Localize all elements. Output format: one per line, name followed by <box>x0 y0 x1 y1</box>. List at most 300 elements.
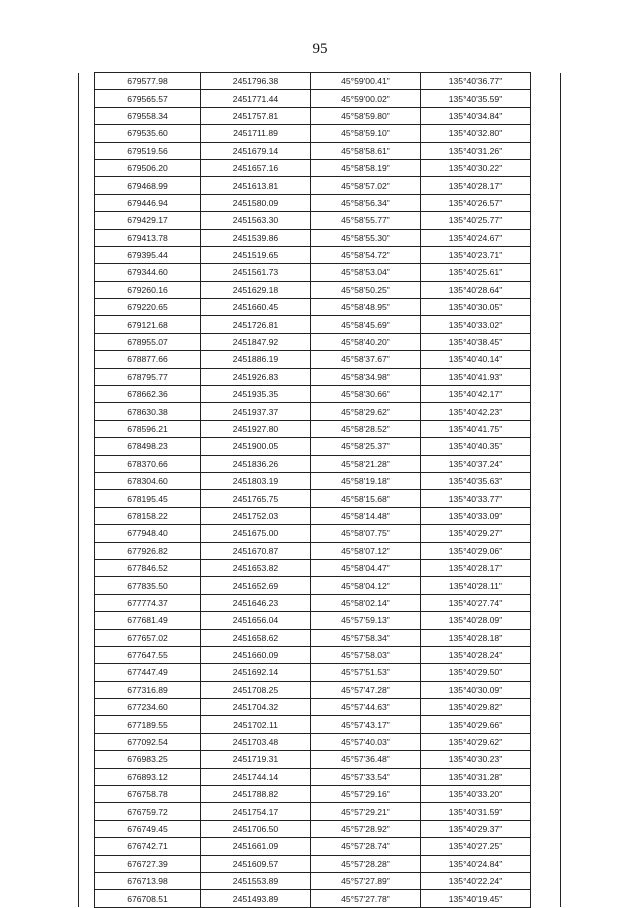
right-margin-cell <box>531 386 561 403</box>
x-coordinate-cell: 678158.22 <box>95 507 201 524</box>
longitude-cell: 135°40'34.84" <box>421 107 531 124</box>
table-row <box>79 699 561 716</box>
x-coordinate-cell: 679344.60 <box>95 264 201 281</box>
y-coordinate-cell: 2451553.89 <box>201 872 311 889</box>
y-coordinate-cell: 2451796.38 <box>201 73 311 90</box>
latitude-cell: 45°57'29.16" <box>311 786 421 803</box>
left-margin-cell <box>79 507 95 524</box>
longitude-cell: 135°40'41.93" <box>421 368 531 385</box>
latitude-cell: 45°58'29.62" <box>311 403 421 420</box>
table-row <box>79 368 561 385</box>
latitude-cell: 45°58'37.67" <box>311 351 421 368</box>
longitude-cell: 135°40'30.22" <box>421 159 531 176</box>
right-margin-cell <box>531 751 561 768</box>
x-coordinate-cell: 677234.60 <box>95 699 201 716</box>
y-coordinate-cell: 2451926.83 <box>201 368 311 385</box>
y-coordinate-cell: 2451670.87 <box>201 542 311 559</box>
latitude-cell: 45°57'47.28" <box>311 681 421 698</box>
left-margin-cell <box>79 403 95 420</box>
x-coordinate-cell: 679121.68 <box>95 316 201 333</box>
left-margin-cell <box>79 316 95 333</box>
x-coordinate-cell: 679558.34 <box>95 107 201 124</box>
y-coordinate-cell: 2451847.92 <box>201 333 311 350</box>
latitude-cell: 45°58'58.61" <box>311 142 421 159</box>
right-margin-cell <box>531 368 561 385</box>
latitude-cell: 45°59'00.41" <box>311 73 421 90</box>
latitude-cell: 45°58'14.48" <box>311 507 421 524</box>
latitude-cell: 45°58'53.04" <box>311 264 421 281</box>
y-coordinate-cell: 2451702.11 <box>201 716 311 733</box>
table-row <box>79 507 561 524</box>
table-row <box>79 629 561 646</box>
table-row <box>79 664 561 681</box>
table-row <box>79 194 561 211</box>
latitude-cell: 45°57'43.17" <box>311 716 421 733</box>
y-coordinate-cell: 2451937.37 <box>201 403 311 420</box>
table-row <box>79 420 561 437</box>
longitude-cell: 135°40'37.24" <box>421 455 531 472</box>
longitude-cell: 135°40'27.25" <box>421 838 531 855</box>
left-margin-cell <box>79 490 95 507</box>
latitude-cell: 45°58'19.18" <box>311 472 421 489</box>
right-margin-cell <box>531 351 561 368</box>
right-margin-cell <box>531 699 561 716</box>
right-margin-cell <box>531 107 561 124</box>
y-coordinate-cell: 2451652.69 <box>201 577 311 594</box>
table-row <box>79 525 561 542</box>
latitude-cell: 45°58'07.75" <box>311 525 421 542</box>
longitude-cell: 135°40'42.17" <box>421 386 531 403</box>
right-margin-cell <box>531 716 561 733</box>
longitude-cell: 135°40'29.50" <box>421 664 531 681</box>
longitude-cell: 135°40'29.06" <box>421 542 531 559</box>
table-row <box>79 438 561 455</box>
longitude-cell: 135°40'30.05" <box>421 299 531 316</box>
table-row <box>79 73 561 90</box>
right-margin-cell <box>531 872 561 889</box>
longitude-cell: 135°40'28.17" <box>421 177 531 194</box>
y-coordinate-cell: 2451660.45 <box>201 299 311 316</box>
x-coordinate-cell: 679577.98 <box>95 73 201 90</box>
y-coordinate-cell: 2451935.35 <box>201 386 311 403</box>
latitude-cell: 45°57'51.53" <box>311 664 421 681</box>
left-margin-cell <box>79 159 95 176</box>
y-coordinate-cell: 2451765.75 <box>201 490 311 507</box>
latitude-cell: 45°58'54.72" <box>311 246 421 263</box>
left-margin-cell <box>79 733 95 750</box>
x-coordinate-cell: 676713.98 <box>95 872 201 889</box>
longitude-cell: 135°40'35.63" <box>421 472 531 489</box>
left-margin-cell <box>79 699 95 716</box>
latitude-cell: 45°57'58.03" <box>311 646 421 663</box>
latitude-cell: 45°58'21.28" <box>311 455 421 472</box>
x-coordinate-cell: 676749.45 <box>95 820 201 837</box>
x-coordinate-cell: 678662.36 <box>95 386 201 403</box>
latitude-cell: 45°57'44.63" <box>311 699 421 716</box>
latitude-cell: 45°58'04.12" <box>311 577 421 594</box>
latitude-cell: 45°58'56.34" <box>311 194 421 211</box>
left-margin-cell <box>79 872 95 889</box>
left-margin-cell <box>79 472 95 489</box>
x-coordinate-cell: 678304.60 <box>95 472 201 489</box>
latitude-cell: 45°58'34.98" <box>311 368 421 385</box>
y-coordinate-cell: 2451708.25 <box>201 681 311 698</box>
right-margin-cell <box>531 803 561 820</box>
table-row <box>79 559 561 576</box>
longitude-cell: 135°40'33.20" <box>421 786 531 803</box>
table-row <box>79 299 561 316</box>
left-margin-cell <box>79 333 95 350</box>
left-margin-cell <box>79 351 95 368</box>
y-coordinate-cell: 2451658.62 <box>201 629 311 646</box>
longitude-cell: 135°40'24.84" <box>421 855 531 872</box>
latitude-cell: 45°58'15.68" <box>311 490 421 507</box>
right-margin-cell <box>531 507 561 524</box>
right-margin-cell <box>531 246 561 263</box>
x-coordinate-cell: 677092.54 <box>95 733 201 750</box>
table-row <box>79 386 561 403</box>
longitude-cell: 135°40'31.28" <box>421 768 531 785</box>
y-coordinate-cell: 2451493.89 <box>201 890 311 907</box>
longitude-cell: 135°40'41.75" <box>421 420 531 437</box>
x-coordinate-cell: 679260.16 <box>95 281 201 298</box>
y-coordinate-cell: 2451580.09 <box>201 194 311 211</box>
latitude-cell: 45°57'58.34" <box>311 629 421 646</box>
x-coordinate-cell: 677948.40 <box>95 525 201 542</box>
left-margin-cell <box>79 125 95 142</box>
table-row <box>79 681 561 698</box>
latitude-cell: 45°58'57.02" <box>311 177 421 194</box>
table-row <box>79 229 561 246</box>
y-coordinate-cell: 2451661.09 <box>201 838 311 855</box>
x-coordinate-cell: 679429.17 <box>95 212 201 229</box>
longitude-cell: 135°40'29.37" <box>421 820 531 837</box>
y-coordinate-cell: 2451726.81 <box>201 316 311 333</box>
y-coordinate-cell: 2451803.19 <box>201 472 311 489</box>
x-coordinate-cell: 677447.49 <box>95 664 201 681</box>
latitude-cell: 45°58'30.66" <box>311 386 421 403</box>
x-coordinate-cell: 679519.56 <box>95 142 201 159</box>
table-row <box>79 872 561 889</box>
x-coordinate-cell: 678630.38 <box>95 403 201 420</box>
right-margin-cell <box>531 525 561 542</box>
longitude-cell: 135°40'25.61" <box>421 264 531 281</box>
table-row <box>79 594 561 611</box>
table-row <box>79 246 561 263</box>
right-margin-cell <box>531 125 561 142</box>
table-row <box>79 751 561 768</box>
longitude-cell: 135°40'26.57" <box>421 194 531 211</box>
right-margin-cell <box>531 733 561 750</box>
right-margin-cell <box>531 855 561 872</box>
y-coordinate-cell: 2451757.81 <box>201 107 311 124</box>
longitude-cell: 135°40'29.62" <box>421 733 531 750</box>
coordinates-table-body <box>79 73 561 908</box>
y-coordinate-cell: 2451703.48 <box>201 733 311 750</box>
left-margin-cell <box>79 281 95 298</box>
x-coordinate-cell: 679565.57 <box>95 90 201 107</box>
table-row <box>79 716 561 733</box>
table-row <box>79 472 561 489</box>
table-row <box>79 612 561 629</box>
latitude-cell: 45°57'40.03" <box>311 733 421 750</box>
left-margin-cell <box>79 768 95 785</box>
y-coordinate-cell: 2451692.14 <box>201 664 311 681</box>
table-row <box>79 90 561 107</box>
longitude-cell: 135°40'35.59" <box>421 90 531 107</box>
longitude-cell: 135°40'22.24" <box>421 872 531 889</box>
x-coordinate-cell: 676983.25 <box>95 751 201 768</box>
right-margin-cell <box>531 229 561 246</box>
x-coordinate-cell: 678370.66 <box>95 455 201 472</box>
left-margin-cell <box>79 107 95 124</box>
y-coordinate-cell: 2451656.04 <box>201 612 311 629</box>
right-margin-cell <box>531 212 561 229</box>
latitude-cell: 45°58'59.10" <box>311 125 421 142</box>
latitude-cell: 45°57'28.74" <box>311 838 421 855</box>
longitude-cell: 135°40'32.80" <box>421 125 531 142</box>
longitude-cell: 135°40'33.09" <box>421 507 531 524</box>
right-margin-cell <box>531 316 561 333</box>
longitude-cell: 135°40'28.11" <box>421 577 531 594</box>
y-coordinate-cell: 2451886.19 <box>201 351 311 368</box>
x-coordinate-cell: 679506.20 <box>95 159 201 176</box>
x-coordinate-cell: 676758.78 <box>95 786 201 803</box>
right-margin-cell <box>531 786 561 803</box>
table-row <box>79 733 561 750</box>
left-margin-cell <box>79 786 95 803</box>
left-margin-cell <box>79 594 95 611</box>
right-margin-cell <box>531 612 561 629</box>
y-coordinate-cell: 2451563.30 <box>201 212 311 229</box>
latitude-cell: 45°57'27.78" <box>311 890 421 907</box>
latitude-cell: 45°58'40.20" <box>311 333 421 350</box>
left-margin-cell <box>79 716 95 733</box>
latitude-cell: 45°58'45.69" <box>311 316 421 333</box>
table-row <box>79 786 561 803</box>
table-row <box>79 264 561 281</box>
longitude-cell: 135°40'29.82" <box>421 699 531 716</box>
table-row <box>79 351 561 368</box>
x-coordinate-cell: 678795.77 <box>95 368 201 385</box>
table-row <box>79 577 561 594</box>
table-row <box>79 177 561 194</box>
left-margin-cell <box>79 438 95 455</box>
y-coordinate-cell: 2451660.09 <box>201 646 311 663</box>
left-margin-cell <box>79 194 95 211</box>
table-row <box>79 125 561 142</box>
latitude-cell: 45°58'50.25" <box>311 281 421 298</box>
y-coordinate-cell: 2451613.81 <box>201 177 311 194</box>
longitude-cell: 135°40'28.18" <box>421 629 531 646</box>
x-coordinate-cell: 677316.89 <box>95 681 201 698</box>
longitude-cell: 135°40'30.23" <box>421 751 531 768</box>
table-row <box>79 403 561 420</box>
table-row <box>79 281 561 298</box>
coordinates-table <box>78 72 561 908</box>
left-margin-cell <box>79 90 95 107</box>
x-coordinate-cell: 676708.51 <box>95 890 201 907</box>
right-margin-cell <box>531 681 561 698</box>
longitude-cell: 135°40'23.71" <box>421 246 531 263</box>
y-coordinate-cell: 2451754.17 <box>201 803 311 820</box>
longitude-cell: 135°40'29.27" <box>421 525 531 542</box>
x-coordinate-cell: 679413.78 <box>95 229 201 246</box>
table-row <box>79 490 561 507</box>
right-margin-cell <box>531 768 561 785</box>
longitude-cell: 135°40'31.26" <box>421 142 531 159</box>
right-margin-cell <box>531 594 561 611</box>
table-row <box>79 316 561 333</box>
left-margin-cell <box>79 820 95 837</box>
longitude-cell: 135°40'30.09" <box>421 681 531 698</box>
right-margin-cell <box>531 472 561 489</box>
right-margin-cell <box>531 646 561 663</box>
right-margin-cell <box>531 299 561 316</box>
longitude-cell: 135°40'25.77" <box>421 212 531 229</box>
latitude-cell: 45°58'25.37" <box>311 438 421 455</box>
table-row <box>79 333 561 350</box>
longitude-cell: 135°40'27.74" <box>421 594 531 611</box>
left-margin-cell <box>79 681 95 698</box>
x-coordinate-cell: 676759.72 <box>95 803 201 820</box>
left-margin-cell <box>79 629 95 646</box>
y-coordinate-cell: 2451561.73 <box>201 264 311 281</box>
longitude-cell: 135°40'28.24" <box>421 646 531 663</box>
y-coordinate-cell: 2451719.31 <box>201 751 311 768</box>
latitude-cell: 45°58'28.52" <box>311 420 421 437</box>
longitude-cell: 135°40'42.23" <box>421 403 531 420</box>
x-coordinate-cell: 676742.71 <box>95 838 201 855</box>
latitude-cell: 45°57'29.21" <box>311 803 421 820</box>
y-coordinate-cell: 2451927.80 <box>201 420 311 437</box>
y-coordinate-cell: 2451653.82 <box>201 559 311 576</box>
right-margin-cell <box>531 664 561 681</box>
left-margin-cell <box>79 455 95 472</box>
longitude-cell: 135°40'19.45" <box>421 890 531 907</box>
left-margin-cell <box>79 646 95 663</box>
y-coordinate-cell: 2451771.44 <box>201 90 311 107</box>
right-margin-cell <box>531 455 561 472</box>
latitude-cell: 45°57'28.28" <box>311 855 421 872</box>
y-coordinate-cell: 2451706.50 <box>201 820 311 837</box>
latitude-cell: 45°57'36.48" <box>311 751 421 768</box>
x-coordinate-cell: 676893.12 <box>95 768 201 785</box>
right-margin-cell <box>531 281 561 298</box>
table-row <box>79 455 561 472</box>
x-coordinate-cell: 677926.82 <box>95 542 201 559</box>
x-coordinate-cell: 677774.37 <box>95 594 201 611</box>
y-coordinate-cell: 2451788.82 <box>201 786 311 803</box>
x-coordinate-cell: 677846.52 <box>95 559 201 576</box>
x-coordinate-cell: 679535.60 <box>95 125 201 142</box>
right-margin-cell <box>531 333 561 350</box>
left-margin-cell <box>79 855 95 872</box>
longitude-cell: 135°40'36.77" <box>421 73 531 90</box>
latitude-cell: 45°58'04.47" <box>311 559 421 576</box>
right-margin-cell <box>531 142 561 159</box>
x-coordinate-cell: 679468.99 <box>95 177 201 194</box>
table-row <box>79 212 561 229</box>
right-margin-cell <box>531 194 561 211</box>
left-margin-cell <box>79 420 95 437</box>
longitude-cell: 135°40'24.67" <box>421 229 531 246</box>
right-margin-cell <box>531 577 561 594</box>
table-row <box>79 768 561 785</box>
longitude-cell: 135°40'33.77" <box>421 490 531 507</box>
right-margin-cell <box>531 820 561 837</box>
x-coordinate-cell: 678955.07 <box>95 333 201 350</box>
x-coordinate-cell: 677681.49 <box>95 612 201 629</box>
y-coordinate-cell: 2451519.65 <box>201 246 311 263</box>
table-row <box>79 803 561 820</box>
table-row <box>79 107 561 124</box>
latitude-cell: 45°59'00.02" <box>311 90 421 107</box>
right-margin-cell <box>531 559 561 576</box>
latitude-cell: 45°58'48.95" <box>311 299 421 316</box>
table-row <box>79 855 561 872</box>
left-margin-cell <box>79 368 95 385</box>
left-margin-cell <box>79 299 95 316</box>
x-coordinate-cell: 678195.45 <box>95 490 201 507</box>
right-margin-cell <box>531 90 561 107</box>
y-coordinate-cell: 2451744.14 <box>201 768 311 785</box>
left-margin-cell <box>79 559 95 576</box>
longitude-cell: 135°40'33.02" <box>421 316 531 333</box>
left-margin-cell <box>79 229 95 246</box>
page-number: 95 <box>312 41 328 57</box>
right-margin-cell <box>531 177 561 194</box>
coordinates-table-wrapper <box>78 72 560 908</box>
right-margin-cell <box>531 73 561 90</box>
y-coordinate-cell: 2451609.57 <box>201 855 311 872</box>
longitude-cell: 135°40'29.66" <box>421 716 531 733</box>
right-margin-cell <box>531 438 561 455</box>
y-coordinate-cell: 2451657.16 <box>201 159 311 176</box>
table-row <box>79 542 561 559</box>
left-margin-cell <box>79 612 95 629</box>
x-coordinate-cell: 679446.94 <box>95 194 201 211</box>
y-coordinate-cell: 2451539.86 <box>201 229 311 246</box>
latitude-cell: 45°57'33.54" <box>311 768 421 785</box>
longitude-cell: 135°40'31.59" <box>421 803 531 820</box>
left-margin-cell <box>79 386 95 403</box>
y-coordinate-cell: 2451675.00 <box>201 525 311 542</box>
right-margin-cell <box>531 629 561 646</box>
right-margin-cell <box>531 490 561 507</box>
y-coordinate-cell: 2451836.26 <box>201 455 311 472</box>
longitude-cell: 135°40'38.45" <box>421 333 531 350</box>
right-margin-cell <box>531 264 561 281</box>
latitude-cell: 45°58'59.80" <box>311 107 421 124</box>
x-coordinate-cell: 677647.55 <box>95 646 201 663</box>
x-coordinate-cell: 677835.50 <box>95 577 201 594</box>
table-row <box>79 820 561 837</box>
x-coordinate-cell: 679220.65 <box>95 299 201 316</box>
left-margin-cell <box>79 177 95 194</box>
x-coordinate-cell: 678596.21 <box>95 420 201 437</box>
latitude-cell: 45°58'55.77" <box>311 212 421 229</box>
latitude-cell: 45°58'02.14" <box>311 594 421 611</box>
latitude-cell: 45°57'59.13" <box>311 612 421 629</box>
right-margin-cell <box>531 542 561 559</box>
latitude-cell: 45°57'28.92" <box>311 820 421 837</box>
longitude-cell: 135°40'40.35" <box>421 438 531 455</box>
latitude-cell: 45°57'27.89" <box>311 872 421 889</box>
longitude-cell: 135°40'28.64" <box>421 281 531 298</box>
x-coordinate-cell: 677189.55 <box>95 716 201 733</box>
right-margin-cell <box>531 838 561 855</box>
